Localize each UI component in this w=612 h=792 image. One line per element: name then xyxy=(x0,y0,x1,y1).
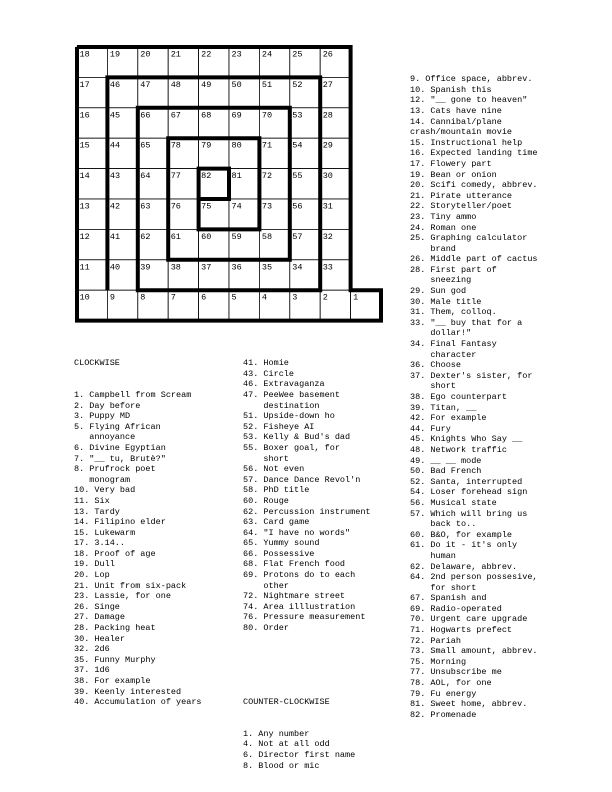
counter-clockwise-clue: sneezing xyxy=(410,275,472,286)
clockwise-clue: 41. Homie xyxy=(243,358,289,369)
counter-clockwise-heading: COUNTER-CLOCKWISE xyxy=(243,697,330,707)
counter-clockwise-clue: 20. Scifi comedy, abbrev. xyxy=(410,180,538,191)
cell-number: 13 xyxy=(79,201,90,212)
counter-clockwise-clue: 9. Office space, abbrev. xyxy=(410,74,533,85)
clockwise-clue: 43. Circle xyxy=(243,368,295,379)
counter-clockwise-clue: 44. Fury xyxy=(410,423,451,434)
cell-number: 70 xyxy=(261,110,273,121)
clockwise-clue: 66. Possessive xyxy=(243,548,315,559)
cell-number: 39 xyxy=(140,262,151,273)
cell-number: 41 xyxy=(109,231,121,242)
cell-number: 24 xyxy=(261,49,273,60)
cell-number: 3 xyxy=(292,292,298,303)
cell-number: 71 xyxy=(261,140,273,151)
counter-clockwise-clue: 22. Storyteller/poet xyxy=(410,201,513,212)
counter-clockwise-clue: 70. Urgent care upgrade xyxy=(410,614,528,625)
counter-clockwise-clue: character xyxy=(410,349,477,360)
cell-number: 43 xyxy=(109,171,121,182)
cell-number: 67 xyxy=(170,110,181,121)
counter-clockwise-clue: 61. Do it - it's only xyxy=(410,540,518,551)
counter-clockwise-clue: 33. "__ buy that for a xyxy=(410,317,523,328)
counter-clockwise-clue: 34. Final Fantasy xyxy=(410,339,497,350)
counter-clockwise-clue: short xyxy=(410,381,456,392)
clockwise-clue: 37. 1d6 xyxy=(74,665,110,676)
cell-number: 45 xyxy=(109,110,121,121)
cell-number: 81 xyxy=(231,171,242,182)
clockwise-clue: 74. Area illlustration xyxy=(243,601,356,612)
cell-number: 38 xyxy=(170,262,181,273)
counter-clockwise-clue: 31. Them, colloq. xyxy=(410,307,497,318)
cell-number: 47 xyxy=(140,79,151,90)
cell-number: 69 xyxy=(231,110,242,121)
counter-clockwise-clue: 23. Tiny ammo xyxy=(410,211,477,222)
counter-clockwise-clue: 38. Ego counterpart xyxy=(410,392,507,402)
cell-number: 11 xyxy=(79,262,90,273)
clockwise-clue: 32. 2d6 xyxy=(74,644,110,655)
counter-clockwise-clue: 25. Graphing calculator xyxy=(410,233,528,244)
counter-clockwise-clue: 60. B&O, for example xyxy=(410,529,513,540)
cell-number: 40 xyxy=(109,262,121,273)
counter-clockwise-clue: 72. Pariah xyxy=(410,635,462,646)
cell-number: 52 xyxy=(292,79,303,90)
counter-clockwise-clue: 50. Bad French xyxy=(410,466,482,477)
clockwise-clue: 11. Six xyxy=(74,495,110,506)
cell-number: 4 xyxy=(261,292,268,303)
counter-clockwise-clue: 45. Knights Who Say __ xyxy=(410,434,523,445)
clockwise-clue: 19. Dull xyxy=(74,559,115,570)
cell-number: 46 xyxy=(109,79,121,90)
cell-number: 68 xyxy=(201,110,212,121)
counter-clockwise-clue: 78. AOL, for one xyxy=(410,678,492,689)
cell-number: 9 xyxy=(109,292,116,303)
cell-number: 1 xyxy=(353,292,359,303)
cell-number: 31 xyxy=(322,201,333,212)
cell-number: 64 xyxy=(140,171,151,182)
counter-clockwise-clue: 8. Blood or mic xyxy=(243,760,320,771)
cell-number: 62 xyxy=(140,231,151,242)
cell-number: 34 xyxy=(292,262,303,273)
clockwise-clue: 26. Singe xyxy=(74,601,120,612)
clockwise-clue: 5. Flying African xyxy=(74,421,161,432)
clockwise-clue: 80. Order xyxy=(243,623,289,634)
cell-number: 37 xyxy=(201,262,212,273)
cell-number: 7 xyxy=(170,292,176,303)
cell-number: 58 xyxy=(261,231,273,242)
counter-clockwise-clue: back to.. xyxy=(410,519,477,530)
counter-clockwise-clue: 1. Any number xyxy=(243,728,310,739)
clockwise-clue: 8. Prufrock poet xyxy=(74,464,156,475)
clockwise-clue: 58. PhD title xyxy=(243,485,310,496)
counter-clockwise-clue: 67. Spanish and xyxy=(410,593,487,604)
clockwise-clue: 35. Funny Murphy xyxy=(74,654,156,665)
cell-number: 35 xyxy=(261,262,273,273)
counter-clockwise-clue: 21. Pirate utterance xyxy=(410,190,513,201)
cell-number: 14 xyxy=(79,171,90,182)
counter-clockwise-clue: 10. Spanish this xyxy=(410,84,492,95)
counter-clockwise-clue: 16. Expected landing time xyxy=(410,148,538,159)
cell-number: 57 xyxy=(292,231,303,242)
counter-clockwise-clue: brand xyxy=(410,243,456,254)
clockwise-clue: 51. Upside-down ho xyxy=(243,411,335,422)
cell-number: 6 xyxy=(201,292,207,303)
clockwise-clue: 14. Filipino elder xyxy=(74,517,166,528)
clockwise-clue: 60. Rouge xyxy=(243,495,289,506)
cell-number: 76 xyxy=(170,201,181,212)
clockwise-clue: 10. Very bad xyxy=(74,485,136,496)
counter-clockwise-clue: 82. Promenade xyxy=(410,709,477,720)
cell-number: 2 xyxy=(322,292,328,303)
counter-clockwise-clue: 69. Radio-operated xyxy=(410,603,502,614)
counter-clockwise-clue: 4. Not at all odd xyxy=(243,739,330,750)
clockwise-clue: 76. Pressure measurement xyxy=(243,612,366,623)
clockwise-clue: 27. Damage xyxy=(74,612,126,623)
cell-number: 33 xyxy=(322,262,333,273)
counter-clockwise-clue: 39. Titan, __ xyxy=(410,402,477,413)
cell-number: 63 xyxy=(140,201,151,212)
cell-number: 56 xyxy=(292,201,303,212)
clockwise-clue: 68. Flat French food xyxy=(243,559,346,570)
cell-number: 44 xyxy=(109,140,121,151)
clue-column-1 xyxy=(74,337,202,718)
cell-number: 12 xyxy=(79,231,90,242)
counter-clockwise-clue: 28. First part of xyxy=(410,264,497,275)
cell-number: 51 xyxy=(261,79,273,90)
counter-clockwise-clue: 37. Dexter's sister, for xyxy=(410,370,533,381)
counter-clockwise-clue: 42. For example xyxy=(410,413,487,424)
cell-number: 17 xyxy=(79,79,90,90)
clockwise-clue: 65. Yummy sound xyxy=(243,538,320,549)
cell-number: 78 xyxy=(170,140,181,151)
cell-number: 59 xyxy=(231,231,242,242)
clockwise-clue: 39. Keenly interested xyxy=(74,686,182,697)
clockwise-clue: 20. Lop xyxy=(74,570,110,581)
counter-clockwise-clue: 6. Director first name xyxy=(243,749,356,760)
cell-number: 77 xyxy=(170,171,181,182)
cell-number: 10 xyxy=(79,292,90,303)
counter-clockwise-clue: 57. Which will bring us xyxy=(410,508,528,519)
counter-clockwise-clue: 64. 2nd person possesive, xyxy=(410,572,538,583)
clockwise-clue: other xyxy=(243,580,289,591)
clockwise-clue: 62. Percussion instrument xyxy=(243,506,371,517)
cell-number: 42 xyxy=(109,201,121,212)
counter-clockwise-clue: for short xyxy=(410,582,477,593)
clockwise-clue: 63. Card game xyxy=(243,517,310,528)
counter-clockwise-clue: 17. Flowery part xyxy=(410,158,492,169)
cell-number: 61 xyxy=(170,231,181,242)
clockwise-clue: 72. Nightmare street xyxy=(243,591,346,602)
cell-number: 16 xyxy=(79,110,90,121)
cell-number: 22 xyxy=(201,49,212,60)
clockwise-clue: 55. Boxer goal, for xyxy=(243,442,340,453)
clockwise-clue: 53. Kelly & Bud's dad xyxy=(243,432,351,443)
cell-number: 74 xyxy=(231,201,242,212)
cell-number: 66 xyxy=(140,110,151,121)
clockwise-clue: 40. Accumulation of years xyxy=(74,697,202,708)
cell-number: 79 xyxy=(201,140,212,151)
counter-clockwise-clue: 26. Middle part of cactus xyxy=(410,254,538,265)
clockwise-clue: annoyance xyxy=(74,432,136,443)
clockwise-clue: 52. Fisheye AI xyxy=(243,421,315,432)
clockwise-clue: 6. Divine Egyptian xyxy=(74,442,166,453)
counter-clockwise-clue: 54. Loser forehead sign xyxy=(410,487,528,498)
clockwise-clue: 18. Proof of age xyxy=(74,548,156,559)
counter-clockwise-clue: 56. Musical state xyxy=(410,497,497,508)
cell-number: 49 xyxy=(201,79,212,90)
cell-number: 50 xyxy=(231,79,242,90)
cell-number: 53 xyxy=(292,110,303,121)
clockwise-clue: 1. Campbell from Scream xyxy=(74,389,192,400)
cell-number: 27 xyxy=(322,79,333,90)
counter-clockwise-clue: 79. Fu energy xyxy=(410,688,477,699)
clockwise-clue: 7. "__ tu, Brutè?" xyxy=(74,453,166,464)
cell-number: 29 xyxy=(322,140,333,151)
counter-clockwise-clue: 12. "__ gone to heaven" xyxy=(410,95,528,106)
counter-clockwise-clue: 77. Unsubscribe me xyxy=(410,667,502,678)
cell-number: 36 xyxy=(231,262,242,273)
cell-number: 72 xyxy=(261,171,273,182)
cell-number: 5 xyxy=(231,292,237,303)
clockwise-clue: 13. Tardy xyxy=(74,506,120,517)
counter-clockwise-clue: 15. Instructional help xyxy=(410,137,523,148)
cell-number: 30 xyxy=(322,171,333,182)
cell-number: 32 xyxy=(322,231,333,242)
counter-clockwise-clue: 29. Sun god xyxy=(410,286,467,297)
clockwise-clue: 21. Unit from six-pack xyxy=(74,580,187,591)
cell-number: 65 xyxy=(140,140,151,151)
cell-number: 25 xyxy=(292,49,303,60)
counter-clockwise-clue: 19. Bean or onion xyxy=(410,169,497,180)
cell-number: 8 xyxy=(140,292,146,303)
counter-clockwise-clue: 30. Male title xyxy=(410,296,482,307)
clockwise-clue: 64. "I have no words" xyxy=(243,527,351,538)
counter-clockwise-clue: 62. Delaware, abbrev. xyxy=(410,561,518,572)
cell-number: 15 xyxy=(79,140,90,151)
clockwise-clue: 23. Lassie, for one xyxy=(74,591,171,602)
clue-column-2 xyxy=(243,337,371,782)
counter-clockwise-clue: 75. Morning xyxy=(410,656,467,667)
clockwise-clue: 2. Day before xyxy=(74,400,141,411)
clockwise-clue: 57. Dance Dance Revol'n xyxy=(243,474,361,485)
clockwise-clue: 38. For example xyxy=(74,676,151,686)
counter-clockwise-clue: 24. Roman one xyxy=(410,222,477,233)
counter-clockwise-clue: dollar!" xyxy=(410,328,472,339)
cell-number: 75 xyxy=(201,201,212,212)
counter-clockwise-clue: crash/mountain movie xyxy=(410,127,513,138)
cell-number: 60 xyxy=(201,231,212,242)
clockwise-clue: 3. Puppy MD xyxy=(74,411,131,422)
cell-number: 73 xyxy=(261,201,273,212)
counter-clockwise-clue: 36. Choose xyxy=(410,360,462,371)
cell-number: 28 xyxy=(322,110,333,121)
clockwise-heading: CLOCKWISE xyxy=(74,358,120,369)
cell-number: 82 xyxy=(201,171,212,182)
clockwise-clue: short xyxy=(243,453,289,464)
clockwise-clue: destination xyxy=(243,400,320,411)
counter-clockwise-clue: 81. Sweet home, abbrev. xyxy=(410,699,528,710)
clockwise-clue: 46. Extravaganza xyxy=(243,379,325,390)
cell-number: 48 xyxy=(170,79,181,90)
cell-number: 26 xyxy=(322,49,333,60)
clockwise-clue: 17. 3.14.. xyxy=(74,538,126,549)
counter-clockwise-clue: 49. __ __ mode xyxy=(410,455,482,466)
counter-clockwise-clue: 48. Network traffic xyxy=(410,444,507,455)
cell-number: 54 xyxy=(292,140,303,151)
cell-number: 80 xyxy=(231,140,242,151)
counter-clockwise-clue: 71. Hogwarts prefect xyxy=(410,625,513,636)
cell-number: 18 xyxy=(79,49,90,60)
clue-column-3 xyxy=(410,53,538,731)
clockwise-clue: 69. Protons do to each xyxy=(243,570,356,581)
counter-clockwise-clue: 73. Small amount, abbrev. xyxy=(410,646,538,657)
cell-number: 55 xyxy=(292,171,303,182)
cell-number: 21 xyxy=(170,49,181,60)
clockwise-clue: 15. Lukewarm xyxy=(74,527,136,538)
clockwise-clue: 28. Packing heat xyxy=(74,623,156,634)
clockwise-clue: 47. PeeWee basement xyxy=(243,389,340,400)
counter-clockwise-clue: 13. Cats have nine xyxy=(410,105,502,116)
clockwise-clue: monogram xyxy=(74,474,131,485)
counter-clockwise-clue: 14. Cannibal/plane xyxy=(410,116,502,127)
clockwise-clue: 30. Healer xyxy=(74,633,126,644)
cell-number: 19 xyxy=(109,49,121,60)
cell-number: 20 xyxy=(140,49,151,60)
clockwise-clue: 56. Not even xyxy=(243,464,305,475)
counter-clockwise-clue: 52. Santa, interrupted xyxy=(410,476,523,487)
cell-number: 23 xyxy=(231,49,242,60)
counter-clockwise-clue: human xyxy=(410,550,456,561)
